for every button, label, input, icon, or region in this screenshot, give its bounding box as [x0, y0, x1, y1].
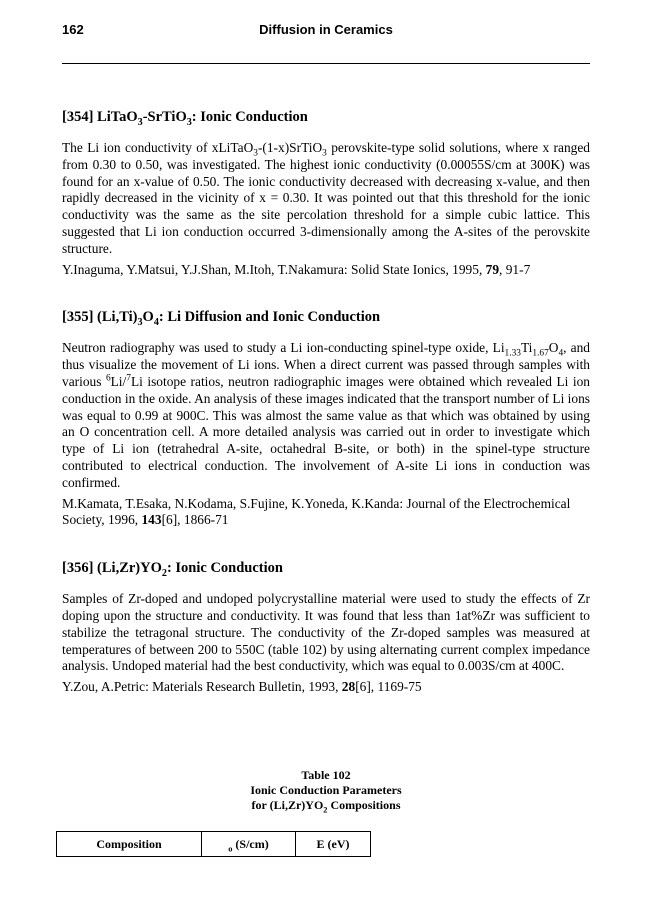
- reference-pages: [6], 1866-71: [161, 512, 229, 528]
- table-subtitle: for $(Li,Zr)YO_2$ Compositions: [251, 798, 401, 815]
- entry-abstract: Samples of Zr-doped and undoped polycrystalline material were used to study the effects of Zr doping upon the structure and conductivity. It was found that less than 1at%Zr was sufficient to stabilize the tetragonal structure. The conductivity of the Zr-doped samples was measured at temperatures of between 200 to 550C (table 102) by using alternating current complex impedance analysis. Undoped material had the best conductivity, which was equal to 0.003S/cm at 400C.: [62, 591, 590, 674]
- reference-pages: [6], 1169-75: [355, 679, 422, 695]
- sigma-unit: (S/cm): [232, 836, 269, 851]
- table-title: Ionic Conduction Parameters: [250, 783, 402, 797]
- entry-title: [62, 108, 590, 126]
- column-header-energy: E (eV): [296, 832, 371, 857]
- entry-abstract: The Li ion conductivity of xLiTaO$_3$-(1-x)SrTiO$_3$ perovskite-type solid solutions, where x ranged from 0.30 to 0.50, was investigated. The highest ionic conductivity (0.00055S/cm at 300K) was found for an x-value of 0.50. The ionic conductivity decreased with decreasing x-value, and then rapidly decreased in the vicinity of x = 0.30. It was pointed out that this threshold for the ionic conductivity was the same as the site percolation threshold for a simple cubic lattice. This suggested that Li ion conduction occurred 3-dimensionally among the A-sites of the perovskite structure.: [62, 140, 590, 256]
- table-caption: [62, 768, 590, 813]
- entry-title-suffix: : Ionic Conduction: [166, 560, 283, 577]
- entry-title-suffix: : Li Diffusion and Ionic Conduction: [158, 309, 381, 326]
- entry-reference: [62, 262, 590, 279]
- entry-354: [62, 108, 590, 278]
- entry-reference: [62, 496, 590, 530]
- entry-title: [62, 559, 590, 580]
- ionic-conduction-table: [56, 831, 371, 857]
- entry-title-suffix: : Ionic Conduction: [191, 109, 308, 125]
- column-header-composition: Composition: [57, 832, 202, 857]
- reference-authors: M.Kamata, T.Esaka, N.Kodama, S.Fujine, K.Yoneda, K.Kanda: Journal of the Electrochemical Society, 1996,: [62, 495, 571, 528]
- entry-number: [356]: [62, 560, 94, 577]
- entry-formula: $(Li,Zr)YO_2$: [97, 560, 167, 580]
- article-content: [62, 108, 590, 696]
- entry-reference: [62, 679, 590, 696]
- reference-volume: 28: [341, 679, 356, 695]
- column-header-conductivity: [202, 832, 296, 857]
- entry-abstract: Neutron radiography was used to study a Li ion-conducting spinel-type oxide, $Li_{1.33}Ti_{1.67}O_4$, and thus visualize the movement of Li ions. When a direct current was passed through samples with various $^6$Li/$^7$Li isotope ratios, neutron radiographic images were obtained which revealed Li ion conduction in the oxide. An analysis of these images indicated that the transport number of Li ions was equal to 0.99 at 900C. This was almost the same value as that which was obtained by using an O concentration cell. A more detailed analysis was carried out in order to investigate which type of Li ion (tetrahedral A-site, octahedral B-site, or both) in the spinel-type structure contributed to electrical conduction. The involvement of A-site Li ions in conduction was confirmed.: [62, 340, 590, 490]
- table-header-row: [57, 832, 371, 857]
- header-rule: [62, 63, 590, 64]
- entry-355: [62, 308, 590, 529]
- entry-number: [354]: [62, 109, 94, 125]
- page-header: [62, 22, 590, 42]
- running-title: Diffusion in Ceramics: [259, 22, 393, 37]
- reference-volume: 79: [485, 261, 500, 277]
- reference-pages: , 91-7: [499, 261, 531, 277]
- entry-formula: LiTaO$_3$-SrTiO$_3$: [97, 109, 192, 128]
- table-number: Table 102: [301, 768, 351, 782]
- entry-number: [355]: [62, 309, 94, 326]
- reference-authors: Y.Zou, A.Petric: Materials Research Bulletin, 1993,: [62, 679, 342, 695]
- reference-volume: 143: [141, 512, 162, 528]
- reference-authors: Y.Inaguma, Y.Matsui, Y.J.Shan, M.Itoh, T.Nakamura: Solid State Ionics, 1995,: [62, 261, 486, 277]
- entry-formula: $(Li,Ti)_3O_4$: [97, 309, 159, 329]
- entry-title: [62, 308, 590, 329]
- entry-356: [62, 559, 590, 696]
- sigma-subscript: o: [228, 843, 233, 853]
- page-number: 162: [62, 22, 84, 37]
